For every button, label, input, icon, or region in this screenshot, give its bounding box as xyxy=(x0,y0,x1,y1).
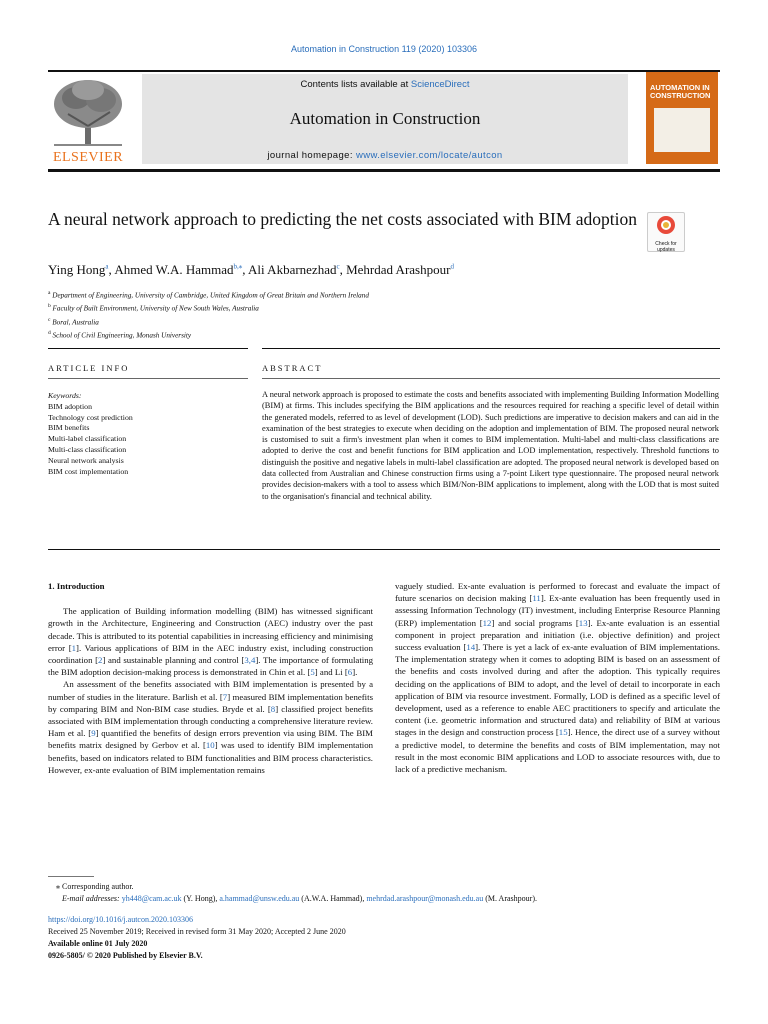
affiliation-text: Department of Engineering, University of Cambridge, United Kingdom of Great Britain and Northern Ireland xyxy=(50,291,369,300)
header-rule xyxy=(48,70,720,72)
abstract-heading: ABSTRACT xyxy=(262,363,323,373)
check-updates-label: Check for updates xyxy=(655,241,677,253)
sciencedirect-link[interactable]: ScienceDirect xyxy=(410,79,470,90)
reference-link[interactable]: 12 xyxy=(482,617,492,628)
author-affiliation-mark[interactable]: b,⁎ xyxy=(233,262,243,271)
reference-link[interactable]: 9 xyxy=(91,728,96,739)
paper-title: A neural network approach to predicting the net costs associated with BIM adoption xyxy=(48,209,638,229)
affiliation-text: School of Civil Engineering, Monash University xyxy=(50,331,192,340)
abstract-subrule xyxy=(262,378,720,379)
keyword[interactable]: BIM adoption xyxy=(48,401,92,411)
section-heading-introduction: 1. Introduction xyxy=(48,581,105,591)
affiliation xyxy=(48,301,369,314)
reference-link[interactable]: 1 xyxy=(71,642,77,653)
reference-link[interactable]: 3,4 xyxy=(244,655,256,666)
body-column-left xyxy=(48,580,373,776)
elsevier-logo[interactable] xyxy=(48,76,128,164)
keywords-block xyxy=(48,391,133,477)
affiliation xyxy=(48,328,369,341)
left-paragraphs xyxy=(48,605,373,776)
cover-panel xyxy=(654,108,710,152)
reference-link[interactable]: 5 xyxy=(310,667,315,678)
author-list: Ying Hong$^a$, Ahmed W.A. Hammad$^{b,⁎}$, Ali Akbarnezhad$^c$, Mehrdad Arashpour$^d$ xyxy=(48,262,454,277)
reference-link[interactable]: 8 xyxy=(270,703,276,714)
keywords-label: Keywords: xyxy=(48,391,82,400)
footnotes xyxy=(48,881,720,905)
doi-link[interactable]: https://doi.org/10.1016/j.autcon.2020.103306 xyxy=(48,915,193,924)
keyword[interactable]: Neural network analysis xyxy=(48,455,124,465)
right-paragraphs xyxy=(395,580,720,775)
article-metadata xyxy=(48,914,720,962)
body-paragraph: The application of Building information modelling (BIM) has witnessed significant growth in the Architecture, Engineering and Construction (AEC) industry over the past decade. This is attributed to its potential capabilities in increasing efficiency and minimising error [1]. Various applications of BIM in the AEC industry exist, including construction coordination [2] and sustainable planning and control [3,4]. The importance of formulating the BIM adoption decision-making process is demonstrated in Chin et al. [5] and Li [6]. xyxy=(48,606,374,678)
keyword[interactable]: Technology cost prediction xyxy=(48,412,133,422)
copyright-line: 0926-5805/ © 2020 Published by Elsevier B.V. xyxy=(48,951,203,960)
keywords-list xyxy=(48,402,133,478)
keyword[interactable]: Multi-label classification xyxy=(48,434,127,444)
body-paragraph: vaguely studied. Ex-ante evaluation is performed to forecast and evaluate the impact of future scenarios on decision making [11]. Ex-ante evaluation has been frequently used in assessing Information Technology (IT) investment, including Enterprise Resource Planning (ERP) implementation [12] and social programs [13]. Ex-ante evaluation is an essential component in project preparation and initiation (i.e. objective definition) and project success evaluation [14]. There is yet a lack of ex-ante evaluation of BIM implementations. The implementation strategy when it comes to adopting BIM is based on an assessment of the benefits and costs involved during and after the adoption. This typically requires deciding on the applications of BIM to adopt, and the level of detail to incorporate in each application of BIM via resource investment. Formally, LOD is defined as a specific level of development, used as a reference to enable AEC practitioners to specify and articulate the content (i.e. geometric information and structured data) and reliability of BIM at various stages in the design and construction process [15]. Hence, the direct use of a survey without a predictive model, to determine the benefits and costs of BIM implementation, may not result in the most economic BIM applications and LOD to associate resources with, due to lack of a predictive mechanism. xyxy=(395,581,721,775)
keyword[interactable]: BIM benefits xyxy=(48,423,90,433)
contents-available: Contents lists available at ScienceDirect xyxy=(300,79,470,90)
header-rule-thick xyxy=(48,169,720,172)
abstract-end-rule xyxy=(48,549,720,550)
keyword[interactable]: Multi-class classification xyxy=(48,444,127,454)
author-name[interactable]: Ying Hong xyxy=(48,262,106,277)
reference-link[interactable]: 11 xyxy=(532,593,541,604)
body-column-right xyxy=(395,580,720,775)
reference-link[interactable]: 15 xyxy=(558,727,568,738)
reference-link[interactable]: 6 xyxy=(347,667,353,678)
affiliation-mark: d xyxy=(48,330,51,337)
homepage-link[interactable]: www.elsevier.com/locate/autcon xyxy=(355,150,503,161)
abstract-text: A neural network approach is proposed to estimate the costs and benefits associated with implementing Building Information Modelling (BIM) at firms. This includes specifying the BIM applications and the resources required for reaching a specific level of detail within the generated models, referred to as level of development (LOD). Such predictions are imperative to decision makers and can aid in the examination of the best strategies to execute when deciding on the adoption and implementation of BIM. The proposed neural network is customised to suit a firm's investment plan when it comes to BIM implementation. Multi-label and multi-class classifications are adopted to derive the cost and benefit functions for BIM application and LOD implementation, respectively. Threshold functions to distinguish the positive and negative labels in multi-label classification are adopted. The proposed neural network is developed based on data collected from Australian and Chinese construction firms using a 7-point Likert type questionnaire. The proposed neural network provides decision-makers with a tool to assess which BIM/Non-BIM applications to implement, along with the LOD that is most suited to the organisation's financial and technical ability. xyxy=(262,390,719,501)
author-affiliation-mark[interactable]: d xyxy=(450,262,454,271)
check-updates-icon xyxy=(648,213,684,237)
check-for-updates-badge[interactable] xyxy=(647,212,685,252)
affiliation xyxy=(48,315,369,328)
email-link[interactable]: a.hammad@unsw.edu.au xyxy=(219,894,300,903)
body-paragraph: An assessment of the benefits associated with BIM implementation is presented by a number of studies in the literature. Barlish et al. [7] measured BIM implementation benefits by comparing BIM and Non-BIM case studies. Bryde et al. [8] classified project benefits associated with BIM implementation through conducting a comprehensive literature review. Ham et al. [9] quantified the benefits of design errors prevention via using BIM. The BIM benefits matrix designed by Gerbov et al. [10] was used to identify BIM implementation benefits, based on indicators related to BIM functionalities and BIM process characteristics. However, ex-ante evaluation of BIM implementation remains xyxy=(48,679,373,775)
journal-citation[interactable]: Automation in Construction 119 (2020) 103306 xyxy=(291,44,477,54)
received-dates: Received 25 November 2019; Received in revised form 31 May 2020; Accepted 2 June 2020 xyxy=(48,927,346,936)
affiliation-text: Boral, Australia xyxy=(50,318,99,327)
abstract-rule xyxy=(262,348,720,349)
corresponding-author-note: ⁎ Corresponding author. xyxy=(56,882,134,891)
email-link[interactable]: mehrdad.arashpour@monash.edu.au xyxy=(366,894,484,903)
reference-link[interactable]: 14 xyxy=(466,642,476,653)
footnote-rule xyxy=(48,876,94,877)
reference-link[interactable]: 7 xyxy=(222,691,228,702)
reference-link[interactable]: 2 xyxy=(98,655,103,666)
affiliation-text: Faculty of Built Environment, University of New South Wales, Australia xyxy=(50,304,259,313)
reference-link[interactable]: 10 xyxy=(205,740,215,751)
available-online: Available online 01 July 2020 xyxy=(48,939,148,948)
affiliation-mark: a xyxy=(48,290,51,296)
email-label: E-mail addresses: xyxy=(62,894,122,903)
author-name[interactable]: Mehrdad Arashpour xyxy=(346,262,451,277)
author-affiliation-mark[interactable]: a xyxy=(105,262,109,271)
affiliation-list xyxy=(48,288,369,342)
journal-banner xyxy=(142,74,628,164)
author-name[interactable]: Ali Akbarnezhad xyxy=(248,262,337,277)
affiliation-mark: b xyxy=(48,303,51,310)
email-link[interactable]: yh448@cam.ac.uk xyxy=(121,894,182,903)
author-name[interactable]: Ahmed W.A. Hammad xyxy=(114,262,234,277)
cover-title: AUTOMATION IN CONSTRUCTION xyxy=(650,83,711,100)
journal-title[interactable]: Automation in Construction xyxy=(289,109,481,128)
journal-homepage: journal homepage: www.elsevier.com/locate/autcon xyxy=(267,150,503,161)
author-affiliation-mark[interactable]: c xyxy=(336,262,340,271)
info-rule xyxy=(48,348,248,349)
article-info-heading: ARTICLE INFO xyxy=(48,363,130,373)
affiliation xyxy=(48,288,369,301)
elsevier-wordmark: ELSEVIER xyxy=(52,150,124,165)
email-addresses: E-mail addresses: yh448@cam.ac.uk (Y. Hong), a.hammad@unsw.edu.au (A.W.A. Hammad), mehrdad.arashpour@monash.edu.au (M. Arashpour). xyxy=(62,894,537,903)
info-subrule xyxy=(48,378,248,379)
keyword[interactable]: BIM cost implementation xyxy=(48,466,129,476)
journal-cover[interactable] xyxy=(646,72,718,164)
reference-link[interactable]: 13 xyxy=(578,617,588,628)
affiliation-mark: c xyxy=(48,316,51,323)
